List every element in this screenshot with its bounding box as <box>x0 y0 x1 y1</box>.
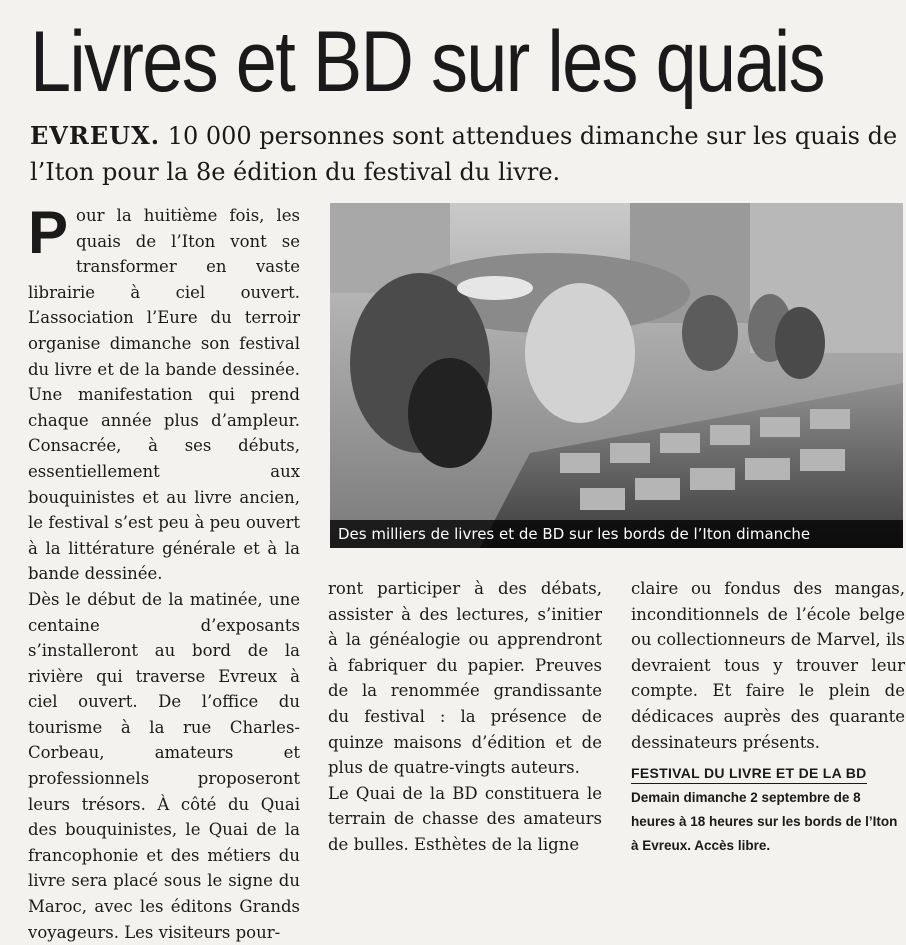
info-box-text: Demain dimanche 2 septembre de 8 heures à 18 heures sur les bords de l’Iton à Evreux. Accès libre. <box>631 789 898 853</box>
photo-caption: Des milliers de livres et de BD sur les bords de l’Iton dimanche <box>330 520 903 548</box>
headline: Livres et BD sur les quais <box>30 14 824 110</box>
photo-illustration <box>330 203 903 548</box>
deck-kicker: EVREUX. <box>30 121 161 150</box>
column-3 <box>631 576 905 858</box>
column-2 <box>328 576 602 858</box>
deck-text: 10 000 personnes sont attendues dimanche sur les quais de l’Iton pour la 8e édition du festival du livre. <box>30 122 898 186</box>
paragraph-5: claire ou fondus des mangas, inconditionnels de l’école belge ou collectionneurs de Marvel, ils devraient tous y trouver leur compte. Et faire le plein de dédicaces auprès des quarante dessinateurs présents. <box>631 579 905 752</box>
festival-photo <box>330 203 903 548</box>
deck <box>30 118 900 190</box>
paragraph-1: our la huitième fois, les quais de l’Iton vont se transformer en vaste librairie à ciel ouvert. L’association l’Eure du terroir organise dimanche son festival du livre et de la bande dessinée. Une manifestation qui prend chaque année plus d’ampleur. Consacrée, à ses débuts, essentiellement aux bouquinistes et au livre ancien, le festival s’est peu à peu ouvert à la littérature générale et à la bande dessinée. <box>28 206 300 584</box>
dropcap: P <box>28 199 69 266</box>
paragraph-3: ront participer à des débats, assister à des lectures, s’initier à la généalogie ou apprendront à fabriquer du papier. Preuves de la renommée grandissante du festival : la présence de quinze maisons d’édition et de plus de quatre-vingts auteurs. <box>328 579 602 778</box>
info-box-title: FESTIVAL DU LIVRE ET DE LA BD <box>631 763 867 784</box>
paragraph-2: Dès le début de la matinée, une centaine d’exposants s’installeront au bord de la rivière qui traverse Evreux à ciel ouvert. De l’office du tourisme à la rue Charles-Corbeau, amateurs et professionnels proposeront leurs trésors. À côté du Quai des bouquinistes, le Quai de la francophonie et des métiers du livre sera placé sous le signe du Maroc, avec les éditons Grands voyageurs. Les visiteurs pour- <box>28 589 300 942</box>
paragraph-4: Le Quai de la BD constituera le terrain de chasse des amateurs de bulles. Esthètes de la ligne <box>328 783 602 854</box>
column-1 <box>28 199 300 945</box>
